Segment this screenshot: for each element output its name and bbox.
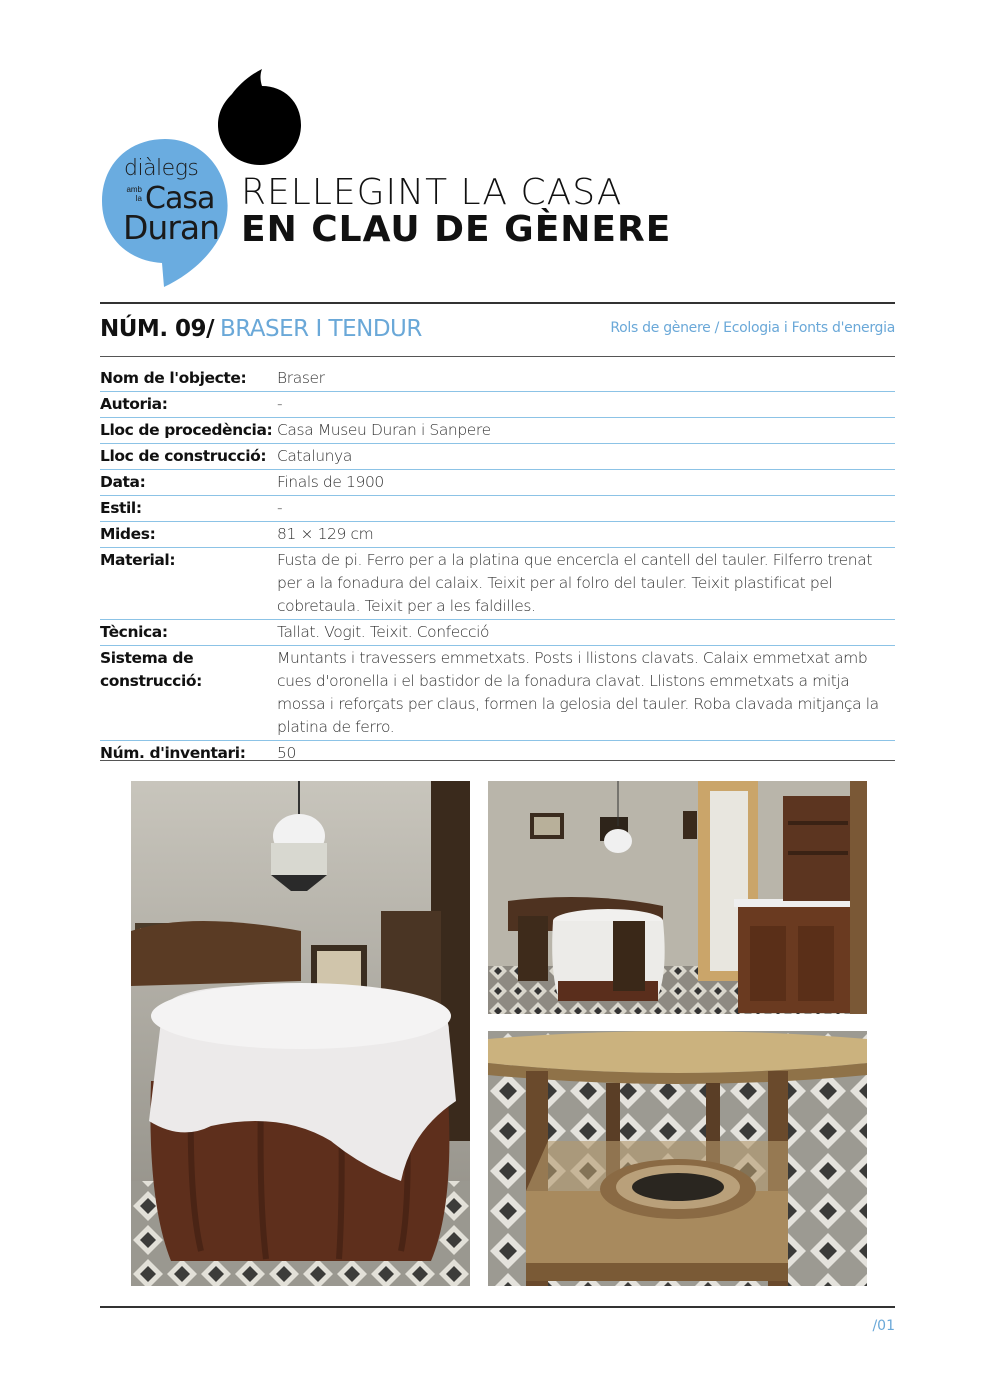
field-label: Autoria:	[100, 395, 168, 413]
field-label: Lloc de construcció:	[100, 447, 267, 465]
table-row	[100, 418, 895, 444]
logo-casa: Casa	[145, 181, 215, 216]
entry-heading	[100, 316, 422, 342]
field-label: Nom de l'objecte:	[100, 369, 247, 387]
logo-amb-la: amb la	[126, 185, 142, 203]
field-value: Braser	[277, 369, 325, 387]
field-label: Material:	[100, 551, 176, 569]
field-value: Casa Museu Duran i Sanpere	[277, 421, 491, 439]
footer-divider	[100, 1306, 895, 1308]
field-value: Tallat. Vogit. Teixit. Confecció	[277, 623, 490, 641]
field-label: Data:	[100, 473, 146, 491]
photo-room-view	[488, 781, 867, 1014]
field-value: 81 × 129 cm	[277, 525, 374, 543]
field-value: Muntants i travessers emmetxats. Posts i llistons clavats. Calaix emmetxat amb cues d'oronella i el bastidor de la fonadura clavat. Llistons emmetxats a mitja mossa i reforçats per claus, formen la gelosia del tauler. Roba clavada mitjança la platina de ferro.	[277, 649, 879, 736]
field-value: Fusta de pi. Ferro per a la platina que encercla el cantell del tauler. Filferro trenat per a la fonadura del calaix. Teixit per al folro del tauler. Teixit plastificat pel cobretaula. Teixit per a les faldilles.	[277, 551, 873, 615]
field-value: Finals de 1900	[277, 473, 384, 491]
field-label: Núm. d'inventari:	[100, 744, 246, 762]
table-row	[100, 548, 895, 620]
page-number: /01	[872, 1318, 895, 1334]
table-row	[100, 620, 895, 646]
table-row	[100, 741, 895, 766]
field-value: -	[277, 499, 283, 517]
heading-divider	[100, 356, 895, 357]
table-row	[100, 646, 895, 741]
field-label: Lloc de procedència:	[100, 421, 273, 439]
entry-name: BRASER I TENDUR	[219, 316, 422, 342]
table-row	[100, 392, 895, 418]
logo-dialegs: diàlegs	[124, 156, 199, 181]
field-value: -	[277, 395, 283, 413]
table-bottom-divider	[100, 760, 895, 761]
field-label: Mides:	[100, 525, 156, 543]
table-row	[100, 470, 895, 496]
object-data-table	[100, 366, 895, 766]
entry-number: NÚM. 09/	[100, 316, 214, 342]
logo-drop-icon	[218, 68, 302, 166]
table-row	[100, 444, 895, 470]
page-title-line1: RELLEGINT LA CASA	[241, 172, 623, 213]
entry-category: Rols de gènere / Ecologia i Fonts d'energia	[610, 320, 895, 336]
field-value: 50	[277, 744, 296, 762]
field-label: Tècnica:	[100, 623, 168, 641]
top-divider	[100, 302, 895, 304]
photo-brazier-table-bare	[488, 1031, 867, 1286]
field-label: Sistema de construcció:	[100, 649, 202, 690]
table-row	[100, 522, 895, 548]
table-row	[100, 496, 895, 522]
photo-brazier-table-dressed	[131, 781, 470, 1286]
logo-duran: Duran	[123, 208, 220, 247]
field-value: Catalunya	[277, 447, 352, 465]
field-label: Estil:	[100, 499, 142, 517]
page-title-line2: EN CLAU DE GÈNERE	[241, 209, 672, 250]
table-row	[100, 366, 895, 392]
